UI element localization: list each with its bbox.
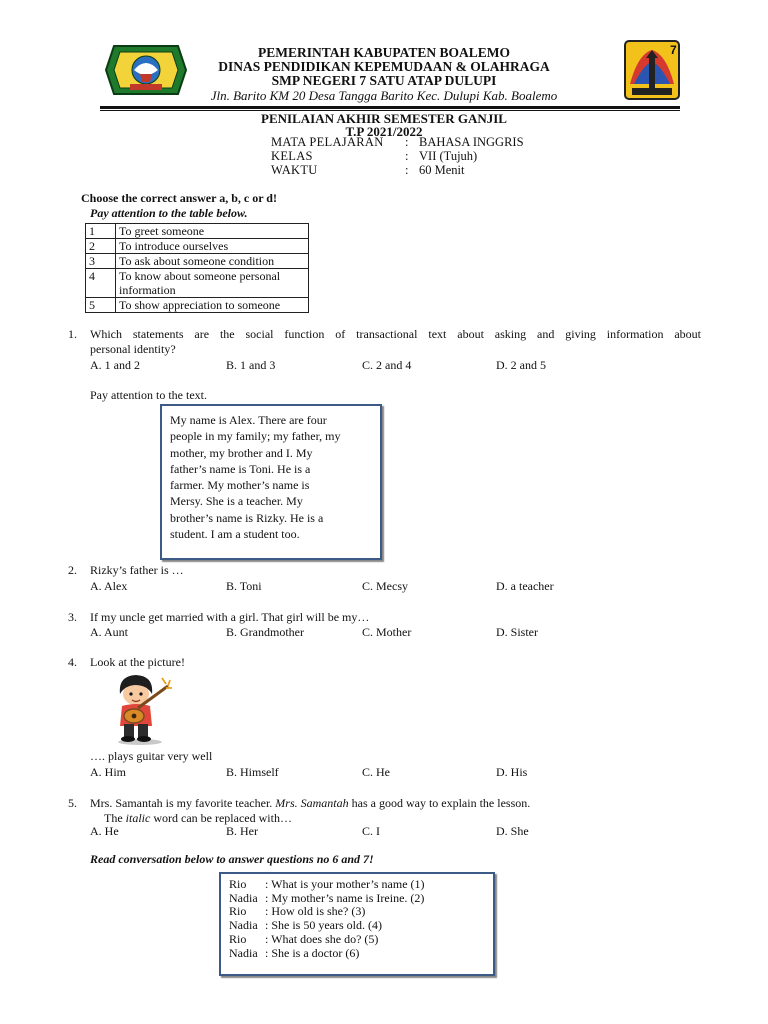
table-cell-number: 4 — [86, 269, 116, 298]
q3-option-c[interactable]: C. Mother — [362, 625, 412, 639]
table-cell-text: To ask about someone condition — [116, 254, 309, 269]
logo-number: 7 — [670, 43, 677, 57]
info-class-colon: : — [405, 149, 409, 163]
utterance: : She is a doctor (6) — [265, 945, 360, 960]
q1-option-c[interactable]: C. 2 and 4 — [362, 358, 412, 372]
exam-year: T.P 2021/2022 — [345, 124, 423, 139]
passage-line: people in my family; my father, my — [170, 429, 341, 444]
info-time-colon: : — [405, 163, 409, 177]
speaker-name: Nadia — [229, 945, 258, 960]
utterance: : What is your mother’s name (1) — [265, 877, 425, 891]
q2-option-c[interactable]: C. Mecsy — [362, 579, 408, 593]
header-address: Jln. Barito KM 20 Desa Tangga Barito Kec. Dulupi Kab. Boalemo — [210, 88, 558, 103]
table-cell-number: 3 — [86, 254, 116, 269]
header-government: PEMERINTAH KABUPATEN BOALEMO — [257, 45, 510, 60]
q5-option-c[interactable]: C. I — [362, 824, 380, 838]
speaker-name: Nadia — [229, 890, 258, 905]
speaker-name: Nadia — [229, 918, 258, 933]
table-cell-text: To know about someone personal information — [116, 269, 309, 298]
passage-line: mother, my brother and I. My — [170, 445, 313, 460]
utterance: : How old is she? (3) — [265, 904, 366, 919]
q2-option-a[interactable]: A. Alex — [90, 579, 128, 593]
table-row — [86, 224, 309, 239]
utterance: : What does she do? (5) — [265, 931, 379, 946]
table-instruction: Pay attention to the table below. — [90, 206, 248, 220]
q5-text-italic: Mrs. Samantah — [275, 796, 349, 810]
q1-option-b[interactable]: B. 1 and 3 — [226, 358, 276, 372]
q4-option-a[interactable]: A. Him — [90, 765, 126, 779]
q5-option-a[interactable]: A. He — [90, 824, 119, 838]
passage-line: student. I am a student too. — [170, 527, 300, 542]
conversation-box — [219, 872, 495, 976]
q3-option-d[interactable]: D. Sister — [496, 625, 538, 639]
header-divider — [100, 106, 680, 109]
utterance: : She is 50 years old. (4) — [265, 918, 382, 933]
q2-option-d[interactable]: D. a teacher — [496, 579, 554, 593]
table-cell-text: To introduce ourselves — [116, 239, 309, 254]
q4-option-c[interactable]: C. He — [362, 765, 390, 779]
passage-line: brother’s name is Rizky. He is a — [170, 510, 324, 525]
info-subject-label: MATA PELAJARAN — [271, 135, 384, 149]
speaker-name: Rio — [229, 877, 247, 891]
table-row — [86, 254, 309, 269]
q3-text: If my uncle get married with a girl. That girl will be my… — [90, 610, 370, 624]
table-cell-number: 5 — [86, 298, 116, 313]
q4-text: Look at the picture! — [90, 655, 185, 669]
utterance: : My mother’s name is Ireine. (2) — [265, 890, 425, 905]
q1-text-line2: personal identity? — [90, 342, 176, 356]
info-subject — [271, 135, 524, 150]
main-instruction: Choose the correct answer a, b, c or d! — [81, 191, 277, 205]
conversation-line — [229, 947, 425, 961]
speaker-name: Rio — [229, 904, 247, 919]
reading-passage-box — [160, 404, 382, 560]
passage-line: My name is Alex. There are four — [170, 413, 327, 427]
q2-text: Rizky’s father is … — [90, 563, 184, 577]
q2-number: 2. — [68, 563, 77, 577]
conversation-line — [229, 933, 425, 947]
q3-option-a[interactable]: A. Aunt — [90, 625, 129, 639]
conversation — [229, 878, 425, 960]
q5-option-b[interactable]: B. Her — [226, 824, 258, 838]
q1-option-a[interactable]: A. 1 and 2 — [90, 358, 140, 372]
table-cell-text: To show appreciation to someone — [116, 298, 309, 313]
conversation-line — [229, 905, 425, 919]
conversation-line — [229, 892, 425, 906]
q1-number: 1. — [68, 327, 77, 341]
info-subject-colon: : — [405, 135, 409, 149]
info-class — [271, 149, 477, 164]
q5-text-part2: has a good way to explain the lesson. — [348, 796, 531, 810]
speaker-name: Rio — [229, 931, 247, 946]
q5-number: 5. — [68, 796, 77, 810]
reading-passage — [170, 412, 340, 542]
info-time — [271, 163, 464, 178]
header-department: DINAS PENDIDIKAN KEPEMUDAAN & OLAHRAGA — [218, 59, 550, 74]
q3-number: 3. — [68, 610, 77, 624]
exam-title: PENILAIAN AKHIR SEMESTER GANJIL — [261, 111, 507, 126]
q4-option-b[interactable]: B. Himself — [226, 765, 279, 779]
q5-text — [90, 796, 530, 811]
q5-line2-part1: The — [104, 811, 126, 825]
conversation-line — [229, 878, 425, 892]
passage-line: farmer. My mother’s name is — [170, 478, 310, 493]
conversation-instruction: Read conversation below to answer questions no 6 and 7! — [90, 852, 374, 866]
q2-option-b[interactable]: B. Toni — [226, 579, 262, 593]
q5-line2-italic: italic — [125, 811, 151, 825]
q4-stem: …. plays guitar very well — [90, 749, 213, 763]
table-cell-number: 2 — [86, 239, 116, 254]
conversation-line — [229, 919, 425, 933]
q1-option-d[interactable]: D. 2 and 5 — [496, 358, 546, 372]
text-intro: Pay attention to the text. — [90, 388, 207, 402]
table-cell-number: 1 — [86, 224, 116, 239]
functions-table — [85, 223, 309, 313]
q1-text-line1: Which statements are the social function of transactional text about asking and giving information about — [90, 327, 701, 341]
info-subject-value: BAHASA INGGRIS — [419, 135, 524, 149]
info-class-value: VII (Tujuh) — [419, 149, 478, 163]
passage-line: father’s name is Toni. He is a — [170, 461, 311, 476]
q4-option-d[interactable]: D. His — [496, 765, 528, 779]
q4-number: 4. — [68, 655, 77, 669]
passage-line: Mersy. She is a teacher. My — [170, 494, 303, 509]
q5-line2-part2: word can be replaced with… — [150, 811, 292, 825]
q5-option-d[interactable]: D. She — [496, 824, 529, 838]
table-row — [86, 298, 309, 313]
info-class-label: KELAS — [271, 149, 313, 163]
table-cell-text: To greet someone — [116, 224, 309, 239]
header-school: SMP NEGERI 7 SATU ATAP DULUPI — [271, 73, 497, 88]
q5-text-line2 — [104, 811, 292, 826]
info-time-value: 60 Menit — [419, 163, 465, 177]
q3-option-b[interactable]: B. Grandmother — [226, 625, 304, 639]
q5-text-part1: Mrs. Samantah is my favorite teacher. — [90, 796, 276, 810]
guitar-player-picture — [104, 672, 176, 746]
table-row — [86, 239, 309, 254]
info-time-label: WAKTU — [271, 163, 318, 177]
table-row — [86, 269, 309, 298]
